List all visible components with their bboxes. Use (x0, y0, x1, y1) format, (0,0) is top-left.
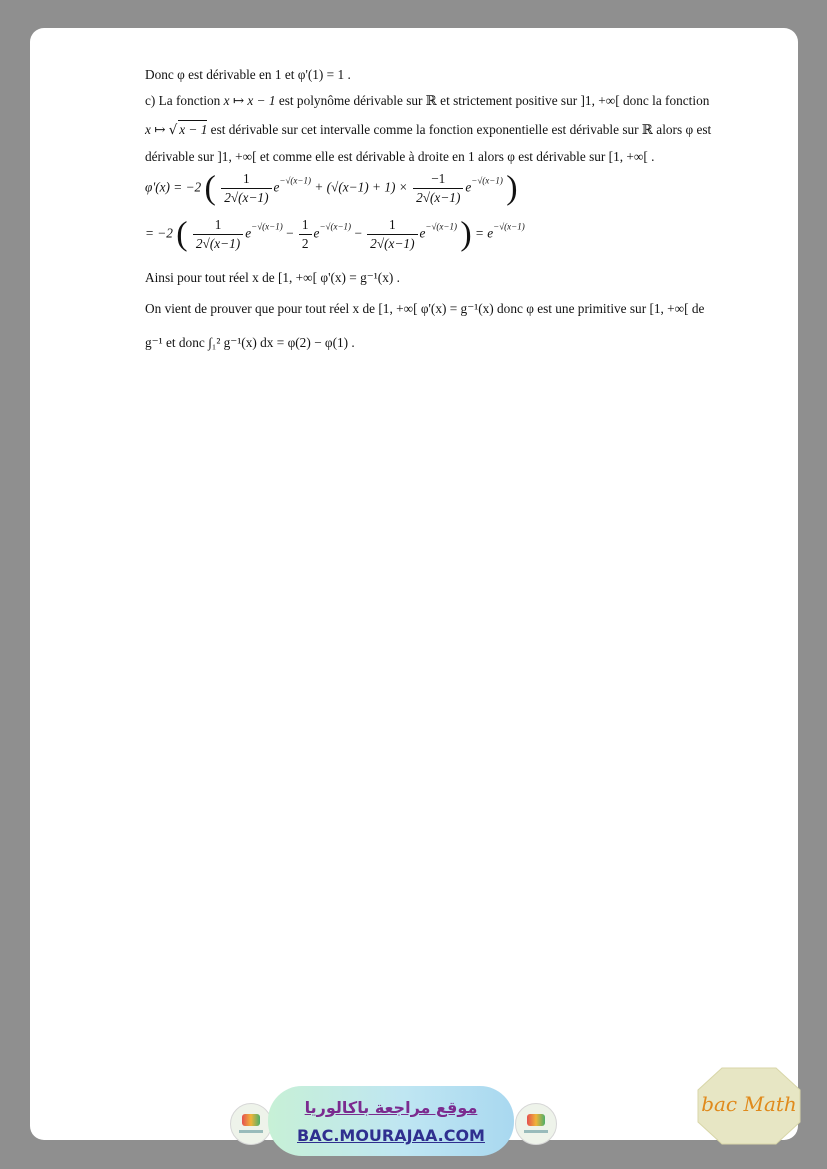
exp-base: e (245, 225, 252, 241)
exp-base: e (273, 179, 280, 195)
text-line-3 (145, 120, 711, 140)
exponent: −√(x−1) (493, 221, 525, 232)
math-inline: x ↦ (145, 122, 169, 137)
numerator: −1 (413, 170, 463, 189)
numerator: 1 (221, 170, 271, 189)
exp-base: e (465, 179, 472, 195)
exponent: −√(x−1) (251, 221, 283, 232)
text-line-4: dérivable sur ]1, +∞[ et comme elle est dérivable à droite en 1 alors φ est dérivable sur [1, +∞[ . (145, 149, 655, 164)
sqrt-symbol: √ (168, 123, 178, 138)
numerator: 1 (193, 216, 243, 235)
text-line-2 (145, 92, 709, 110)
eq-lhs: = −2 (145, 225, 173, 241)
denominator: 2√(x−1) (416, 189, 461, 205)
text-line-7: Ainsi pour tout réel x de [1, +∞[ φ'(x) = g⁻¹(x) . (145, 270, 400, 285)
exponent: −√(x−1) (279, 175, 311, 186)
text-line-8: On vient de prouver que pour tout réel x de [1, +∞[ φ'(x) = g⁻¹(x) donc φ est une primitive sur [1, +∞[ de (145, 301, 705, 316)
fraction (221, 170, 271, 207)
text-line-1: Donc φ est dérivable en 1 et φ'(1) = 1 . (145, 67, 351, 82)
numerator: 1 (299, 216, 312, 235)
bac-math-badge (696, 1066, 802, 1146)
site-logo-icon[interactable] (515, 1103, 557, 1145)
denominator: 2√(x−1) (195, 235, 241, 251)
denominator: 2 (301, 235, 309, 251)
exponent: −√(x−1) (471, 175, 503, 186)
site-logo-icon[interactable] (230, 1103, 272, 1145)
footer-url-link[interactable]: BAC.MOURAJAA.COM (297, 1126, 485, 1145)
math-inline: x − 1 (179, 122, 208, 137)
paren-right: ) (506, 169, 518, 207)
badge-text: bac Math (701, 1092, 797, 1116)
paren-left: ( (176, 215, 188, 253)
eq-rhs: = e (474, 225, 494, 241)
document-page (30, 28, 798, 1140)
equation-2 (145, 216, 525, 253)
fraction (367, 216, 417, 253)
denominator: 2√(x−1) (370, 235, 415, 251)
text-segment: est polynôme dérivable sur ℝ et strictement positive sur ]1, +∞[ donc la fonction (275, 93, 710, 108)
eq-middle: + (√(x−1) + 1) × (314, 179, 408, 195)
paren-left: ( (204, 169, 216, 207)
exp-base: e (419, 225, 426, 241)
fraction (299, 216, 312, 253)
text-line-9: g⁻¹ et donc ∫₁² g⁻¹(x) dx = φ(2) − φ(1) . (145, 335, 355, 350)
minus-sign: − (354, 225, 362, 241)
math-inline: x ↦ x − 1 (223, 93, 276, 108)
exponent: −√(x−1) (425, 221, 457, 232)
footer-banner[interactable] (268, 1086, 514, 1156)
equation-1 (145, 170, 518, 207)
exp-base: e (313, 225, 320, 241)
numerator: 1 (367, 216, 417, 235)
paren-right: ) (460, 215, 472, 253)
denominator: 2√(x−1) (224, 189, 269, 205)
text-segment: est dérivable sur cet intervalle comme la fonction exponentielle est dérivable sur ℝ alors φ est (207, 122, 712, 137)
fraction (413, 170, 463, 207)
text-segment: c) La fonction (145, 93, 224, 108)
minus-sign: − (286, 225, 294, 241)
exponent: −√(x−1) (319, 221, 352, 232)
fraction (193, 216, 243, 253)
footer-arabic-title[interactable]: موقع مراجعة باكالوريا (304, 1098, 478, 1117)
eq-lhs: φ'(x) = −2 (145, 179, 202, 195)
